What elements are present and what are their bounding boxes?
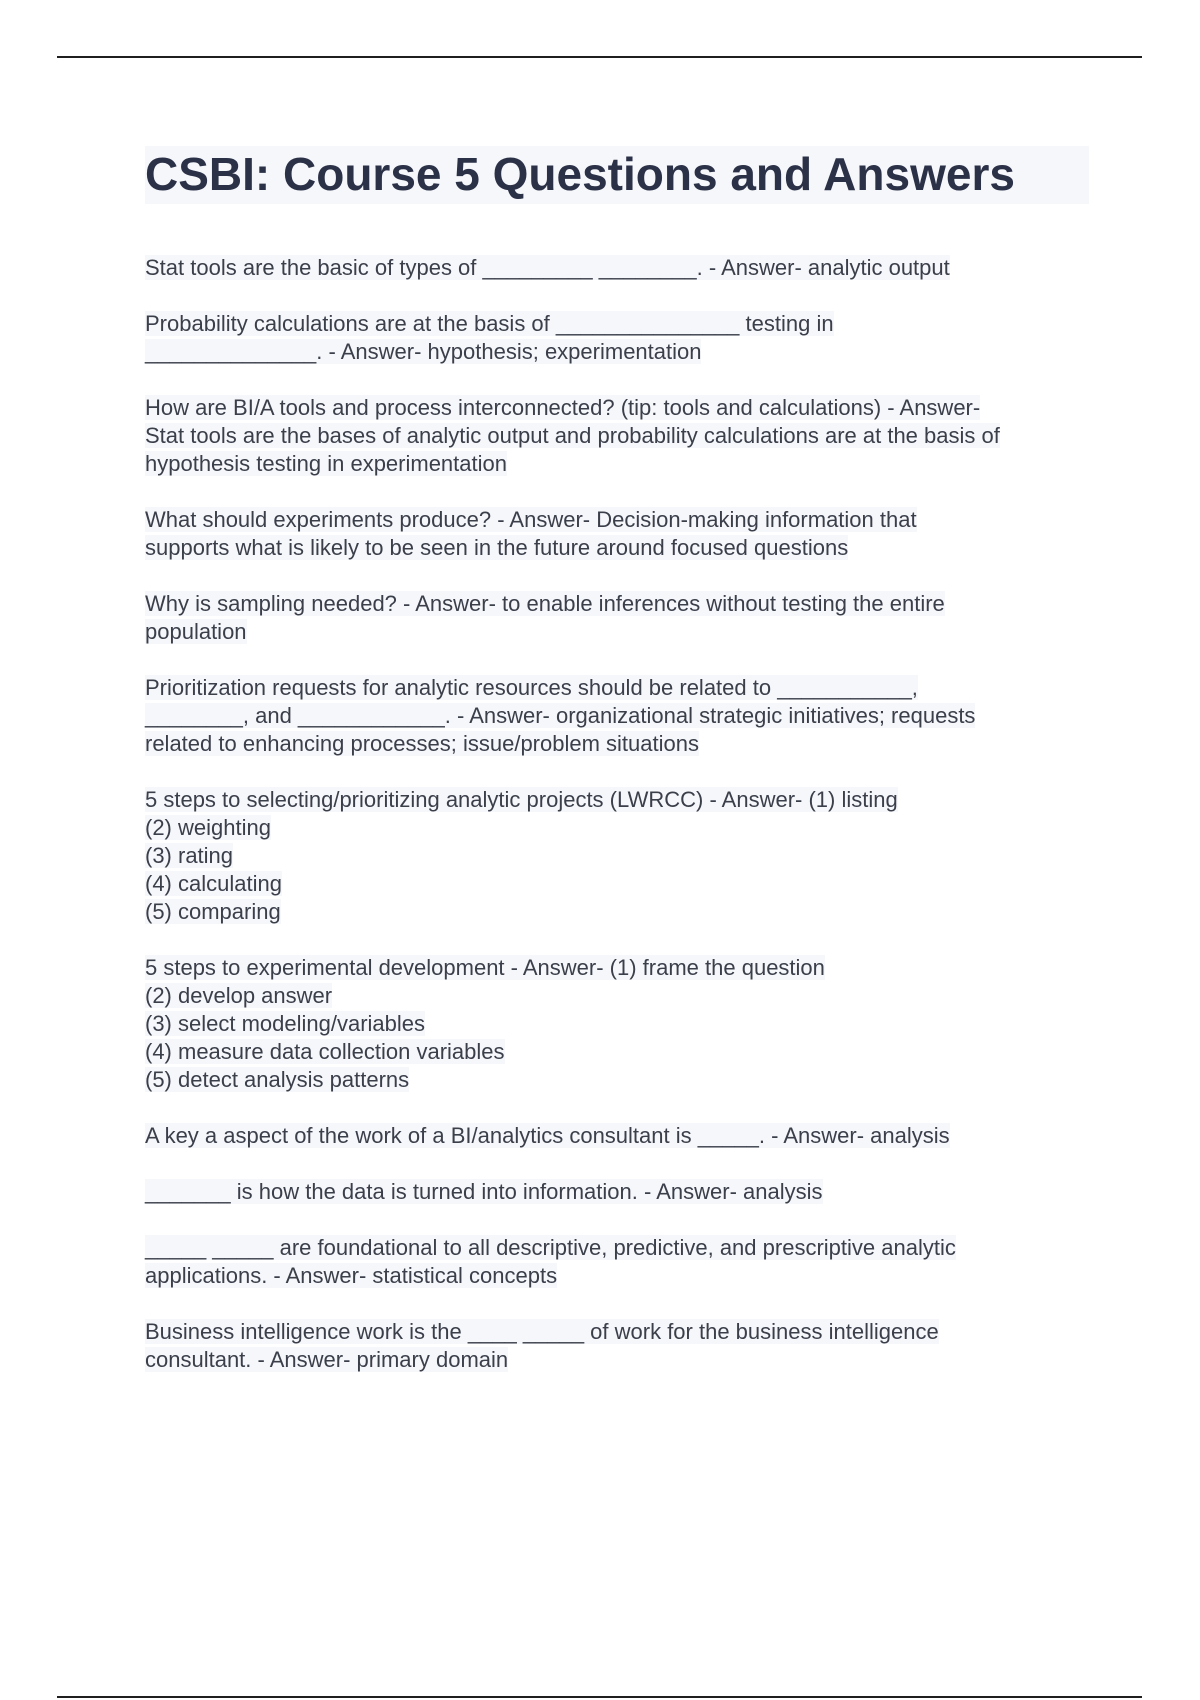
qa-item [145, 310, 1089, 366]
qa-item [145, 590, 1089, 646]
qa-text: 5 steps to experimental development - Answer- (1) frame the question (2) develop answer (3) select modeling/variables (4) measure data collection variables (5) detect analysis patterns [145, 955, 825, 1092]
qa-text: Stat tools are the basic of types of _________ ________. - Answer- analytic output [145, 255, 950, 280]
qa-list [145, 254, 1089, 1374]
qa-item [145, 394, 1089, 478]
bottom-rule [57, 1696, 1142, 1698]
qa-text: _____ _____ are foundational to all descriptive, predictive, and prescriptive analytic applications. - Answer- statistical concepts [145, 1235, 956, 1288]
qa-text: Why is sampling needed? - Answer- to enable inferences without testing the entire population [145, 591, 945, 644]
qa-text: How are BI/A tools and process interconnected? (tip: tools and calculations) - Answer- Stat tools are the bases of analytic output and probability calculations are at the basis of hypothesis testing in experimentation [145, 395, 1000, 476]
qa-text: A key a aspect of the work of a BI/analytics consultant is _____. - Answer- analysis [145, 1123, 950, 1148]
qa-text: What should experiments produce? - Answer- Decision-making information that supports what is likely to be seen in the future around focused questions [145, 507, 917, 560]
qa-text: Probability calculations are at the basis of _______________ testing in ______________. - Answer- hypothesis; experimentation [145, 311, 834, 364]
qa-item [145, 1178, 1089, 1206]
qa-item [145, 1234, 1089, 1290]
qa-item [145, 786, 1089, 926]
qa-item [145, 954, 1089, 1094]
qa-text: 5 steps to selecting/prioritizing analytic projects (LWRCC) - Answer- (1) listing (2) weighting (3) rating (4) calculating (5) comparing [145, 787, 898, 924]
qa-text: Prioritization requests for analytic resources should be related to ___________, ________, and ____________. - Answer- organizational strategic initiatives; requests related to enhancing processes; issue/problem situations [145, 675, 976, 756]
qa-text: Business intelligence work is the ____ _____ of work for the business intelligence consultant. - Answer- primary domain [145, 1319, 939, 1372]
qa-item [145, 254, 1089, 282]
qa-text: _______ is how the data is turned into information. - Answer- analysis [145, 1179, 823, 1204]
document-body [145, 146, 1089, 1402]
qa-item [145, 674, 1089, 758]
top-rule [57, 56, 1142, 58]
document-title: CSBI: Course 5 Questions and Answers [145, 146, 1089, 204]
qa-item [145, 506, 1089, 562]
qa-item [145, 1122, 1089, 1150]
qa-item [145, 1318, 1089, 1374]
